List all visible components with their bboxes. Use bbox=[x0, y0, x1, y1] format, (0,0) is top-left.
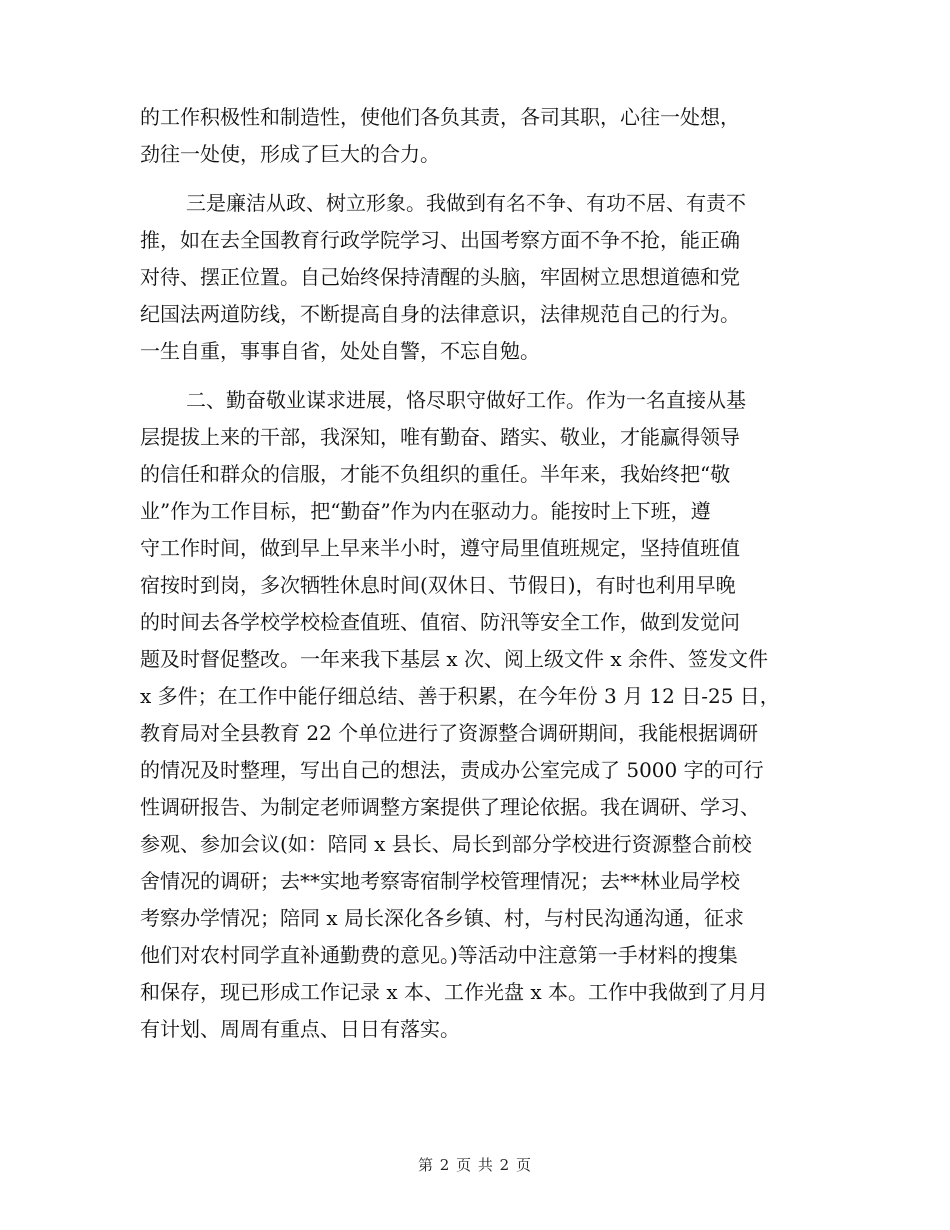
text-line-9: 层提拔上来的干部，我深知，唯有勤奋、踏实、敬业，才能赢得领导 bbox=[140, 425, 740, 449]
text-line-24: 和保存，现已形成工作记录 x 本、工作光盘 x 本。工作中我做到了月月 bbox=[140, 980, 768, 1004]
text-line-14: 的时间去各学校学校检查值班、值宿、防汛等安全工作，做到发觉问 bbox=[140, 610, 740, 634]
text-line-12: 守工作时间，做到早上早来半小时，遵守局里值班规定，坚持值班值 bbox=[140, 536, 740, 560]
text-line-19: 性调研报告、为制定老师调整方案提供了理论依据。我在调研、学习、 bbox=[140, 795, 760, 819]
text-line-8: 二、勤奋敬业谋求进展，恪尽职守做好工作。作为一名直接从基 bbox=[186, 388, 746, 412]
text-line-20: 参观、参加会议(如：陪同 x 县长、局长到部分学校进行资源整合前校 bbox=[140, 832, 752, 856]
text-line-18: 的情况及时整理，写出自己的想法，责成办公室完成了 5000 字的可行 bbox=[140, 758, 764, 782]
text-line-13: 宿按时到岗，多次牺牲休息时间(双休日、节假日)，有时也利用早晚 bbox=[140, 573, 736, 597]
text-line-7: 一生自重，事事自省，处处自警，不忘自勉。 bbox=[140, 339, 540, 363]
text-line-10: 的信任和群众的信服，才能不负组织的重任。半年来，我始终把“敬 bbox=[140, 462, 731, 486]
text-line-16: x 多件；在工作中能仔细总结、善于积累，在今年份 3 月 12 日-25 日， bbox=[140, 684, 780, 708]
page-number-footer: 第 2 页 共 2 页 bbox=[418, 1156, 532, 1174]
text-line-25: 有计划、周周有重点、日日有落实。 bbox=[140, 1017, 460, 1041]
text-line-3: 三是廉洁从政、树立形象。我做到有名不争、有功不居、有责不 bbox=[186, 191, 746, 215]
text-line-17: 教育局对全县教育 22 个单位进行了资源整合调研期间，我能根据调研 bbox=[140, 721, 759, 745]
text-line-2: 劲往一处使，形成了巨大的合力。 bbox=[140, 142, 440, 166]
text-line-22: 考察办学情况；陪同 x 局长深化各乡镇、村，与村民沟通沟通，征求 bbox=[140, 906, 744, 930]
text-line-1: 的工作积极性和制造性，使他们各负其责，各司其职，心往一处想， bbox=[140, 105, 740, 129]
text-line-15: 题及时督促整改。一年来我下基层 x 次、阅上级文件 x 余件、签发文件 bbox=[140, 647, 768, 671]
text-line-4: 推，如在去全国教育行政学院学习、出国考察方面不争不抢，能正确 bbox=[140, 228, 740, 252]
text-line-11: 业”作为工作目标，把“勤奋”作为内在驱动力。能按时上下班，遵 bbox=[140, 499, 711, 523]
text-line-23: 他们对农村同学直补通勤费的意见。)等活动中注意第一手材料的搜集 bbox=[140, 943, 738, 967]
text-line-6: 纪国法两道防线，不断提高自身的法律意识，法律规范自己的行为。 bbox=[140, 302, 740, 326]
text-line-5: 对待、摆正位置。自己始终保持清醒的头脑，牢固树立思想道德和党 bbox=[140, 265, 740, 289]
text-line-21: 舍情况的调研；去**实地考察寄宿制学校管理情况；去**林业局学校 bbox=[140, 869, 740, 893]
